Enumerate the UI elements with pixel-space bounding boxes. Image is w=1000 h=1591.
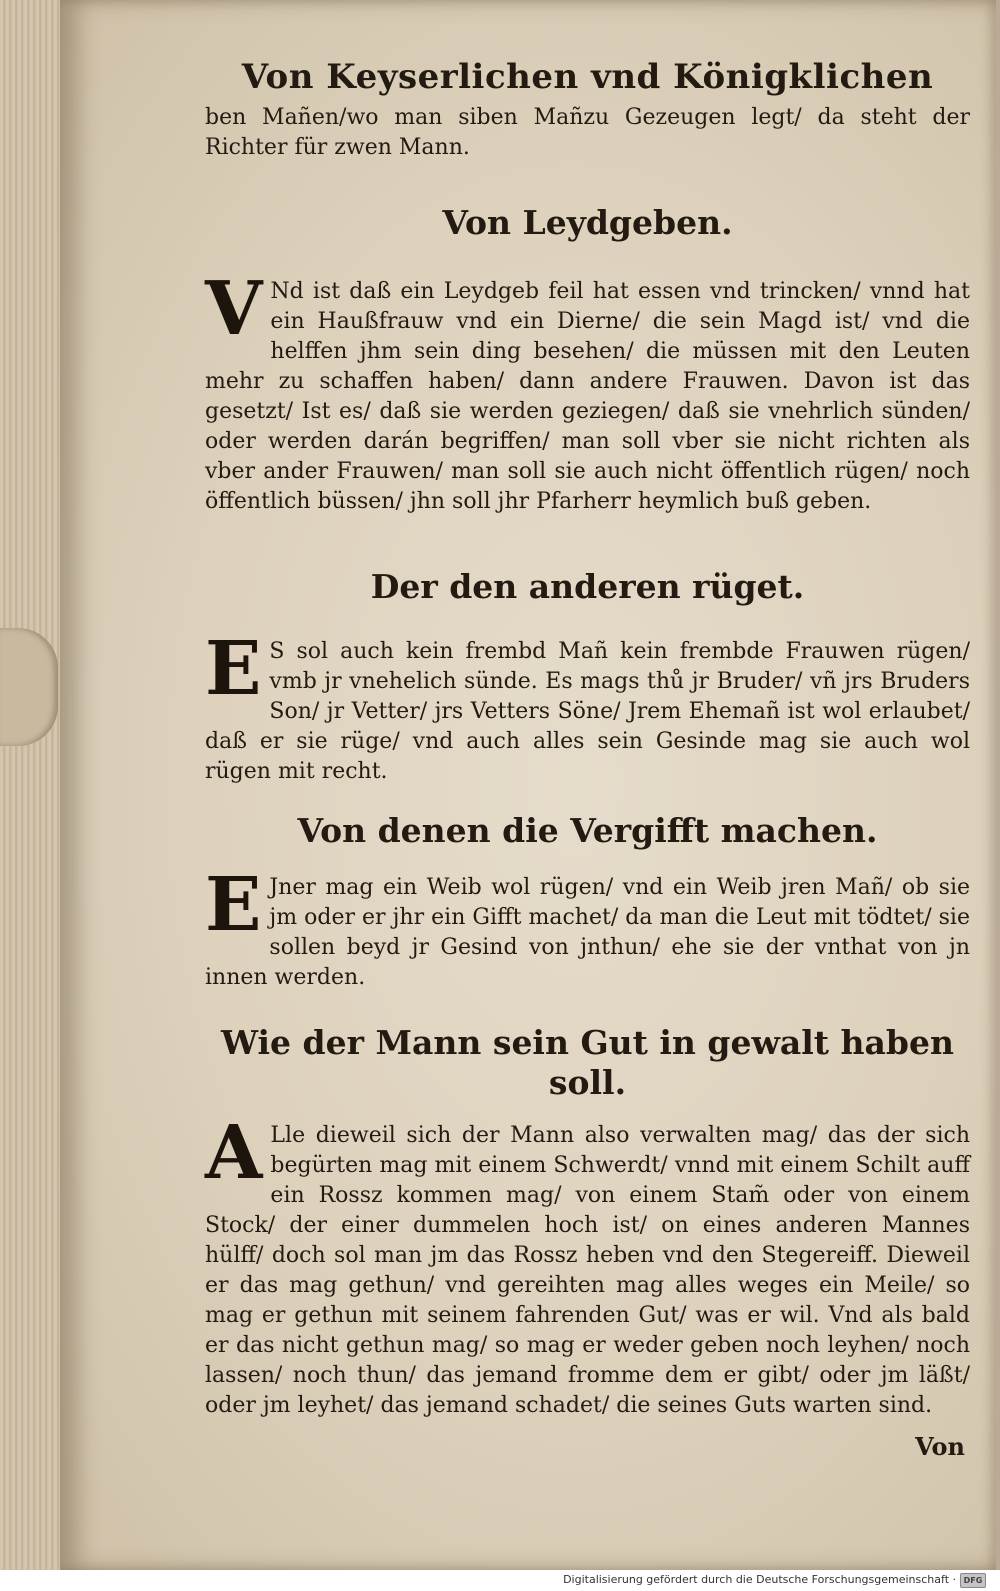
initial-letter: E bbox=[205, 626, 262, 712]
book-clasp bbox=[0, 628, 58, 746]
section-body: Nd ist daß ein Leydgeb feil hat essen vnd trincken/ vnnd hat ein Haußfrauw vnd ein Dierne/ die sein Magd ist/ vnd die helffen jhm sein ding besehen/ die müssen mit den Leuten mehr zu schaffen haben/ dann andere Frauwen. Davon ist das gesetzt/ Ist es/ daß sie werden geziegen/ daß sie vnehrlich sünden/ oder werden darán begriffen/ man soll vber sie nicht richten als vber ander Frauwen/ man soll sie auch nicht öffentlich rügen/ noch öffentlich büssen/ jhn soll jhr Pfarherr heymlich buß geben. bbox=[205, 279, 970, 514]
running-head: Von Keyserlichen vnd Königklichen bbox=[241, 57, 934, 97]
intro-paragraph: ben Mañen/wo man siben Mañzu Gezeugen legt/ da steht der Richter für zwen Mann. bbox=[205, 105, 970, 160]
section-heading-rueget: Der den anderen rüget. bbox=[370, 567, 805, 606]
initial-letter: A bbox=[205, 1110, 263, 1196]
section-heading-gut: Wie der Mann sein Gut in gewalt haben soll. bbox=[221, 1023, 954, 1102]
section-text-rueget bbox=[205, 626, 970, 787]
page-text-block bbox=[205, 55, 970, 1421]
dfg-logo-icon: DFG bbox=[960, 1573, 986, 1588]
section-text-gut bbox=[205, 1110, 970, 1421]
section-heading-leydgeben: Von Leydgeben. bbox=[442, 203, 733, 242]
section-text-vergifft bbox=[205, 862, 970, 993]
section-text-leydgeben bbox=[205, 266, 970, 517]
funding-credit: Digitalisierung gefördert durch die Deutsche Forschungsgemeinschaft · bbox=[563, 1573, 956, 1586]
section-body: S sol auch kein frembd Mañ kein frembde Frauwen rügen/ vmb jr vnehelich sünde. Es mags thů jr Bruder/ vñ jrs Bruders Son/ jr Vetter/ jrs Vetters Söne/ Jrem Ehemañ ist wol erlaubet/ daß er sie rüge/ vnd auch alles sein Gesinde mag sie auch wol rügen mit recht. bbox=[205, 639, 970, 784]
initial-letter: E bbox=[205, 862, 262, 948]
catchword: Von bbox=[915, 1432, 965, 1461]
initial-letter: V bbox=[205, 266, 263, 352]
section-body: Jner mag ein Weib wol rügen/ vnd ein Weib jren Mañ/ ob sie jm oder er jhr ein Gifft machet/ da man die Leut mit tödtet/ sie sollen beyd jr Gesind von jnthun/ ehe sie der vnthat von jn innen werden. bbox=[205, 875, 970, 990]
book-page-edges bbox=[0, 0, 60, 1570]
section-heading-vergifft: Von denen die Vergifft machen. bbox=[297, 811, 878, 850]
section-body: Lle dieweil sich der Mann also verwalten mag/ das der sich begürten mag mit einem Schwerdt/ vnnd mit einem Schilt auff ein Rossz kommen mag/ von einem Stam̃ oder von einem Stock/ der einer dummelen hoch ist/ on eines anderen Mannes hülff/ doch sol man jm das Rossz heben vnd den Stegereiff. Dieweil er das mag gethun/ vnd gereihten mag alles weges ein Meile/ so mag er gethun mit seinem fahrenden Gut/ was er wil. Vnd als bald er das nicht gethun mag/ so mag er weder geben noch leyhen/ noch lassen/ noch thun/ das jemand fromme dem er gibt/ oder jm läßt/ oder jm leyhet/ das jemand schadet/ die seines Guts warten sind. bbox=[205, 1123, 970, 1418]
footer-bar bbox=[0, 1570, 1000, 1591]
